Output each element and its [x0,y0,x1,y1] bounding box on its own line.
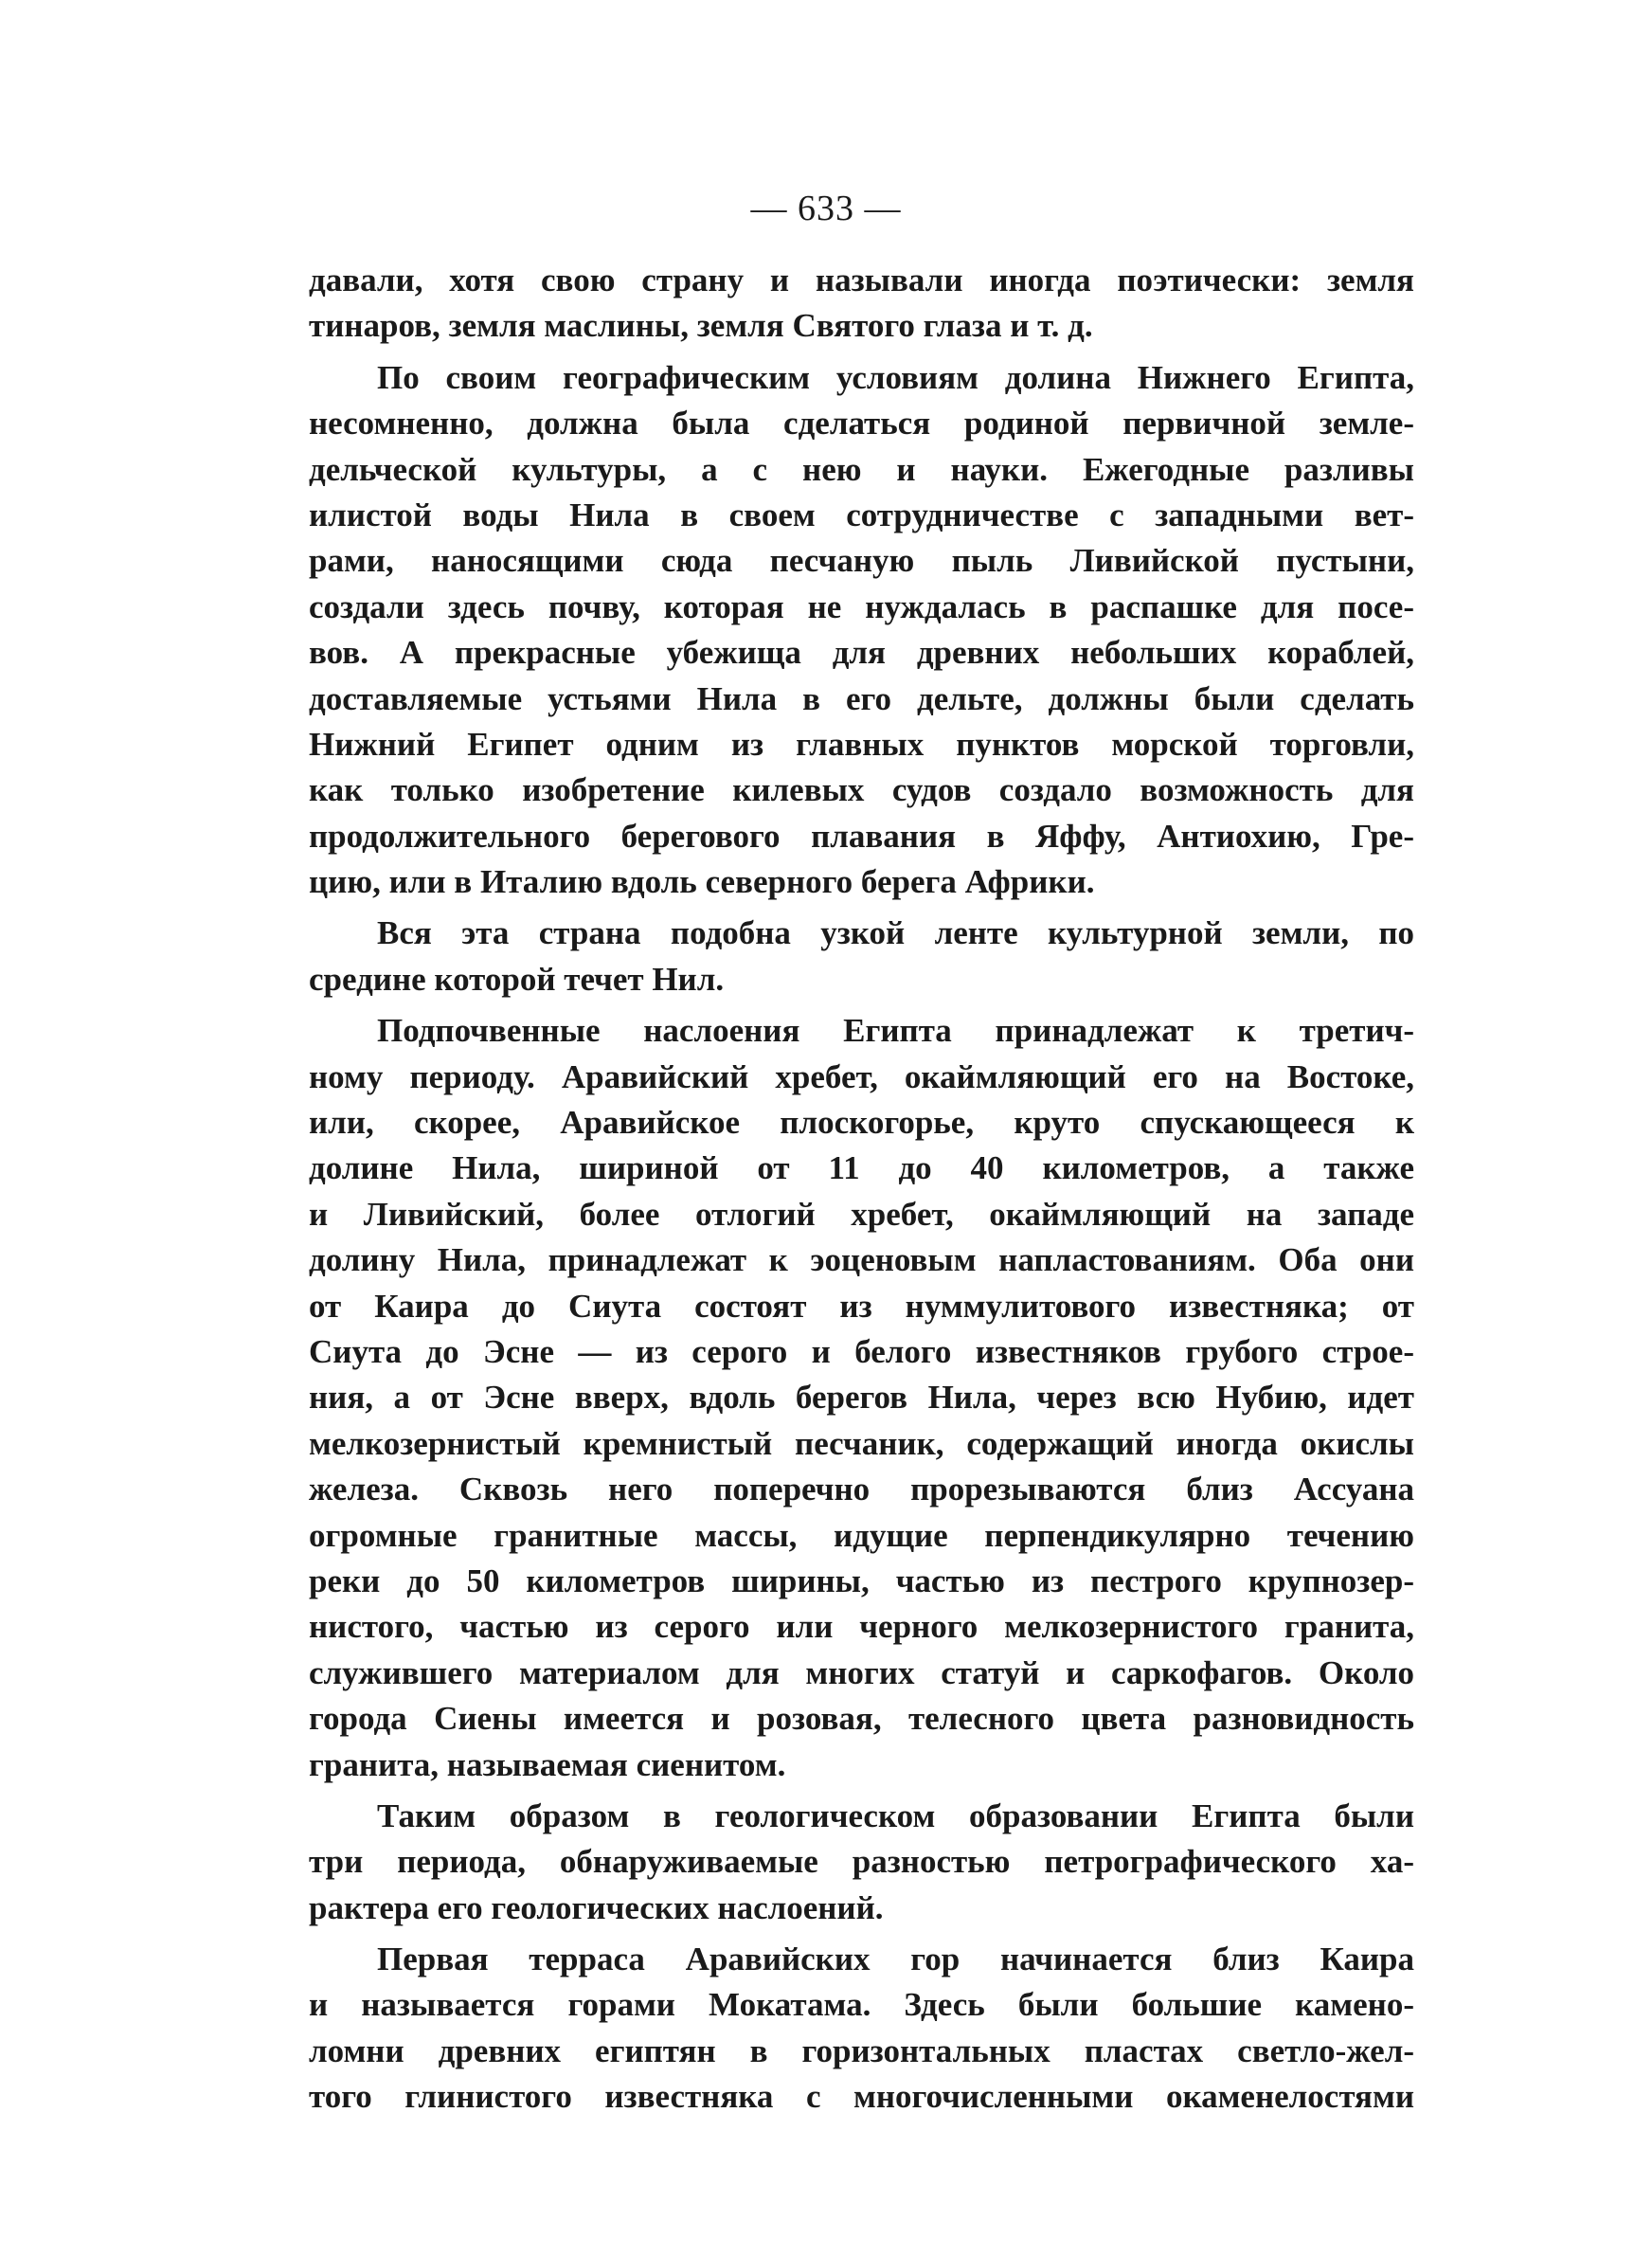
text-line: создали здесь почву, которая не нуждалась в распашке для посе- [309,587,1414,625]
text-line: илистой воды Нила в своем сотрудничестве с западными вет- [309,496,1414,533]
text-line: средине которой течет Нил. [309,960,725,998]
text-line: служившего материалом для многих статуй и саркофагов. Около [309,1653,1414,1691]
text-line: тинаров, земля маслины, земля Святого глаза и т. д. [309,307,1093,345]
text-line: рами, наносящими сюда песчаную пыль Ливийской пустыни, [309,542,1414,580]
text-line: рактера его геологических наслоений. [309,1888,884,1926]
page-number: — 633 — [750,189,902,228]
text-line: от Каира до Сиута состоят из нуммулитового известняка; от [309,1287,1414,1325]
text-line: ния, а от Эсне вверх, вдоль берегов Нила, через всю Нубию, идет [309,1379,1414,1417]
text-line: вов. А прекрасные убежища для древних небольших кораблей, [309,634,1414,672]
body-text [309,258,1414,2121]
text-line: Нижний Египет одним из главных пунктов морской торговли, [309,725,1414,763]
text-line: как только изобретение килевых судов создало возможность для [309,771,1414,809]
text-line: ломни древних египтян в горизонтальных пластах светло-жел- [309,2031,1414,2069]
text-line: железа. Сквозь него поперечно прорезываются близ Ассуана [309,1471,1414,1508]
text-line: того глинистого известняка с многочисленными окаменелостями [309,2078,1414,2116]
text-line: города Сиены имеется и розовая, телесного цвета разновидность [309,1700,1414,1738]
text-line: долине Нила, шириной от 11 до 40 километров, а также [309,1149,1414,1187]
text-line: нистого, частью из серого или черного мелкозернистого гранита, [309,1608,1414,1646]
paragraph-start-line: Первая терраса Аравийских гор начинается близ Каира [377,1941,1414,1978]
text-line: и Ливийский, более отлогий хребет, окаймляющий на западе [309,1195,1414,1233]
text-line: доставляемые устьями Нила в его дельте, должны были сделать [309,679,1414,717]
paragraph-start-line: По своим географическим условиям долина Нижнего Египта, [377,358,1414,396]
text-line: мелкозернистый кремнистый песчаник, содержащий иногда окислы [309,1424,1414,1462]
text-line: гранита, называемая сиенитом. [309,1745,786,1783]
text-line: давали, хотя свою страну и называли иногда поэтически: земля [309,262,1414,298]
text-line: три периода, обнаруживаемые разностью петрографического ха- [309,1843,1414,1881]
text-line: несомненно, должна была сделаться родиной первичной земле- [309,405,1414,442]
text-line: продолжительного берегового плавания в Яффу, Антиохию, Гре- [309,817,1414,855]
text-line: долину Нила, принадлежат к эоценовым напластованиям. Оба они [309,1241,1414,1279]
paragraph-start-line: Подпочвенные наслоения Египта принадлежат к третич- [377,1012,1414,1050]
text-line: Сиута до Эсне — из серого и белого известняков грубого строе- [309,1332,1414,1370]
paragraph-start-line: Вся эта страна подобна узкой ленте культурной земли, по [377,914,1414,952]
text-line: дельческой культуры, а с нею и науки. Ежегодные разливы [309,450,1414,488]
paragraph-start-line: Таким образом в геологическом образовании Египта были [377,1797,1414,1834]
text-line: цию, или в Италию вдоль северного берега Африки. [309,863,1095,901]
text-line: и называется горами Мокатама. Здесь были большие камено- [309,1986,1414,2024]
text-line: ному периоду. Аравийский хребет, окаймляющий его на Востоке, [309,1057,1414,1095]
text-line: огромные гранитные массы, идущие перпендикулярно течению [309,1516,1414,1554]
text-line: или, скорее, Аравийское плоскогорье, круто спускающееся к [309,1104,1414,1142]
text-line: реки до 50 километров ширины, частью из пестрого крупнозер- [309,1562,1414,1599]
